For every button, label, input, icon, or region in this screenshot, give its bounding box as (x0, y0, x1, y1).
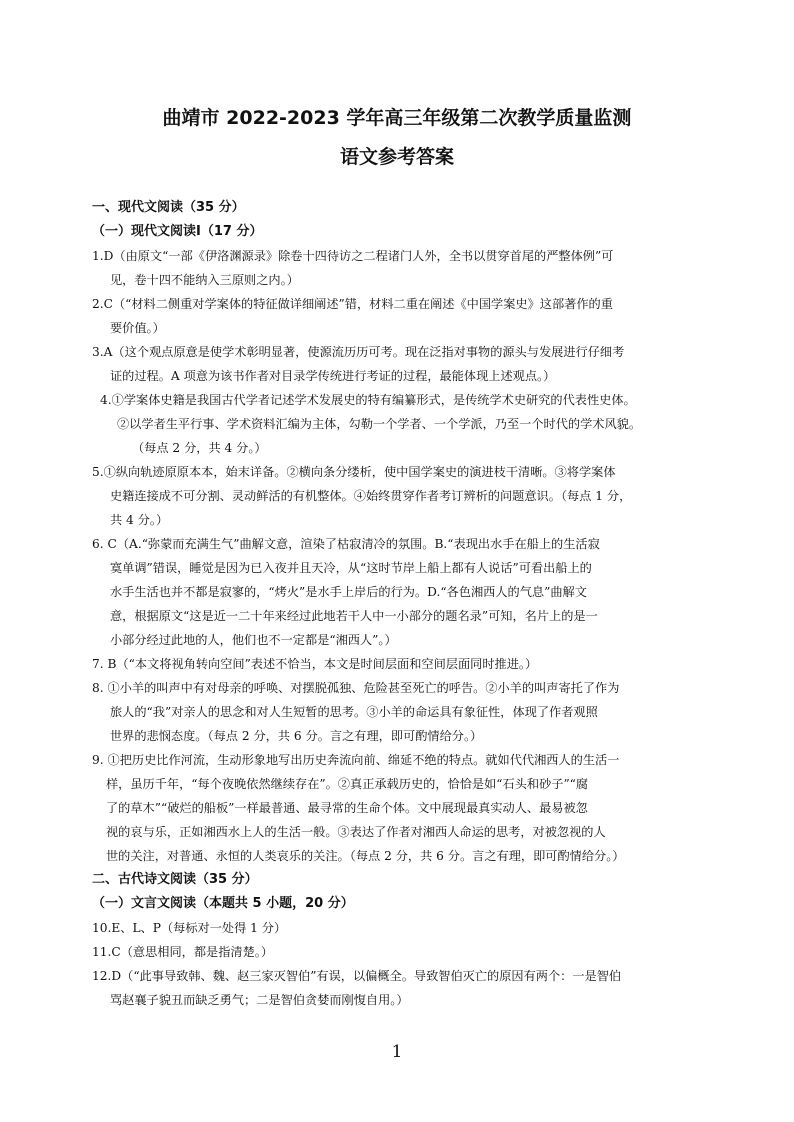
answer-line: 视的哀与乐，正如湘西水上人的生活一般。③表达了作者对湘西人命运的思考，对被忽视的人 (106, 825, 606, 839)
answer-item-5 (92, 460, 712, 532)
answer-item-12 (92, 964, 712, 1012)
answer-line: 意，根据原文“这是近一二十年来经过此地若干人中一小部分的题名录”可知，名片上的是一 (110, 609, 598, 623)
answer-line: 4.①学案体史籍是我国古代学者记述学术发展史的特有编纂形式，是传统学术史研究的代表性史体。 (100, 393, 636, 407)
answer-line: ②以学者生平行事、学术资料汇编为主体，勾勒一个学者、一个学派，乃至一个时代的学术风貌。 (117, 417, 642, 431)
document-subtitle: 语文参考答案 (339, 146, 454, 168)
answer-content (92, 196, 712, 1012)
answer-line: 世界的悲悯态度。（每点 2 分，共 6 分。言之有理，即可酌情给分。） (110, 729, 483, 743)
answer-line: 水手生活也并不都是寂寥的，“烤火”是水手上岸后的行为。D.“各色湘西人的气息”曲解文 (110, 585, 587, 599)
document-title: 曲靖市 2022-2023 学年高三年级第二次教学质量监测 (162, 107, 632, 129)
subsection-heading-classical-prose: （一）文言文阅读（本题共 5 小题，20 分） (92, 896, 354, 911)
answer-line: （每点 2 分，共 4 分。） (132, 441, 267, 455)
answer-line: 骂赵襄子貌丑而缺乏勇气；二是智伯贪婪而刚愎自用。） (110, 993, 409, 1007)
answer-item-9 (92, 748, 712, 868)
answer-line: 9. ①把历史比作河流，生动形象地写出历史奔流向前、绵延不绝的特点。就如代代湘西人的生活一 (92, 753, 620, 767)
answer-item-3 (92, 340, 712, 388)
answer-line: 史籍连接成不可分割、灵动鲜活的有机整体。④始终贯穿作者考订辨析的问题意识。（每点 1 分， (110, 489, 632, 503)
answer-line: 1.D（由原文“一部《伊洛渊源录》除卷十四待访之二程诸门人外，全书以贯穿首尾的严整体例”可 (92, 249, 614, 263)
answer-item-6 (92, 532, 712, 652)
answer-item-1 (92, 244, 712, 292)
answer-item-11 (92, 940, 712, 964)
answer-line: 10.E、L、P（每标对一处得 1 分） (92, 921, 287, 935)
answer-item-4 (92, 388, 712, 460)
answer-item-8 (92, 676, 712, 748)
answer-line: 了的草木”“破烂的船板”一样最普通、最寻常的生命个体。文中展现最真实动人、最易被忽 (106, 801, 588, 815)
answer-line: 2.C（“材料二侧重对学案体的特征做详细阐述”错，材料二重在阐述《中国学案史》这部著作的重 (92, 297, 613, 311)
answer-line: 12.D（“此事导致韩、魏、赵三家灭智伯”有误，以偏概全。导致智伯灭亡的原因有两个：一是智伯 (92, 969, 622, 983)
answer-item-2 (92, 292, 712, 340)
answer-line: 5.①纵向轨迹原原本本，始末详备。②横向条分缕析，使中国学案史的演进枝干清晰。③将学案体 (92, 465, 616, 479)
answer-line: 世的关注，对普通、永恒的人类哀乐的关注。（每点 2 分，共 6 分。言之有理，即可酌情给分。） (106, 849, 625, 863)
answer-line: 旅人的“我”对亲人的思念和对人生短暂的思考。③小羊的命运具有象征性，体现了作者观照 (110, 705, 598, 719)
answer-line: 要价值。） (110, 321, 165, 335)
page-number: 1 (391, 1042, 403, 1062)
subsection-heading-modern-reading-1: （一）现代文阅读Ⅰ（17 分） (92, 224, 263, 239)
answer-line: 寞单调”错误，睡觉是因为已入夜并且天冷，从“这时节岸上船上都有人说话”可看出船上的 (110, 561, 592, 575)
answer-line: 7. B（“本文将视角转向空间”表述不恰当，本文是时间层面和空间层面同时推进。） (92, 657, 538, 671)
answer-line: 6. C（A.“弥蒙而充满生气”曲解文意，渲染了枯寂清冷的氛围。B.“表现出水手在船上的生活寂 (92, 537, 600, 551)
answer-line: 证的过程。A 项意为该书作者对目录学传统进行考证的过程，最能体现上述观点。） (110, 369, 556, 383)
answer-line: 见，卷十四不能纳入三原则之内。） (110, 273, 299, 287)
answer-line: 小部分经过此地的人，他们也不一定都是“湘西人”。） (110, 633, 397, 647)
answer-line: 样，虽历千年，“每个夜晚依然继续存在”。②真正承载历史的，恰恰是如“石头和砂子”“腐 (106, 777, 589, 791)
answer-line: 3.A（这个观点原意是使学术彰明显著，使源流历历可考。现在泛指对事物的源头与发展进行仔细考 (92, 345, 625, 359)
answer-line: 11.C（意思相同，都是指清楚。） (92, 945, 274, 959)
answer-line: 共 4 分。） (110, 513, 169, 527)
section-heading-modern-reading: 一、现代文阅读（35 分） (92, 200, 245, 215)
answer-line: 8. ①小羊的叫声中有对母亲的呼唤、对摆脱孤独、危险甚至死亡的呼告。②小羊的叫声寄托了作为 (92, 681, 620, 695)
answer-item-7 (92, 652, 712, 676)
answer-item-10 (92, 916, 712, 940)
section-heading-classical-reading: 二、古代诗文阅读（35 分） (92, 872, 258, 887)
